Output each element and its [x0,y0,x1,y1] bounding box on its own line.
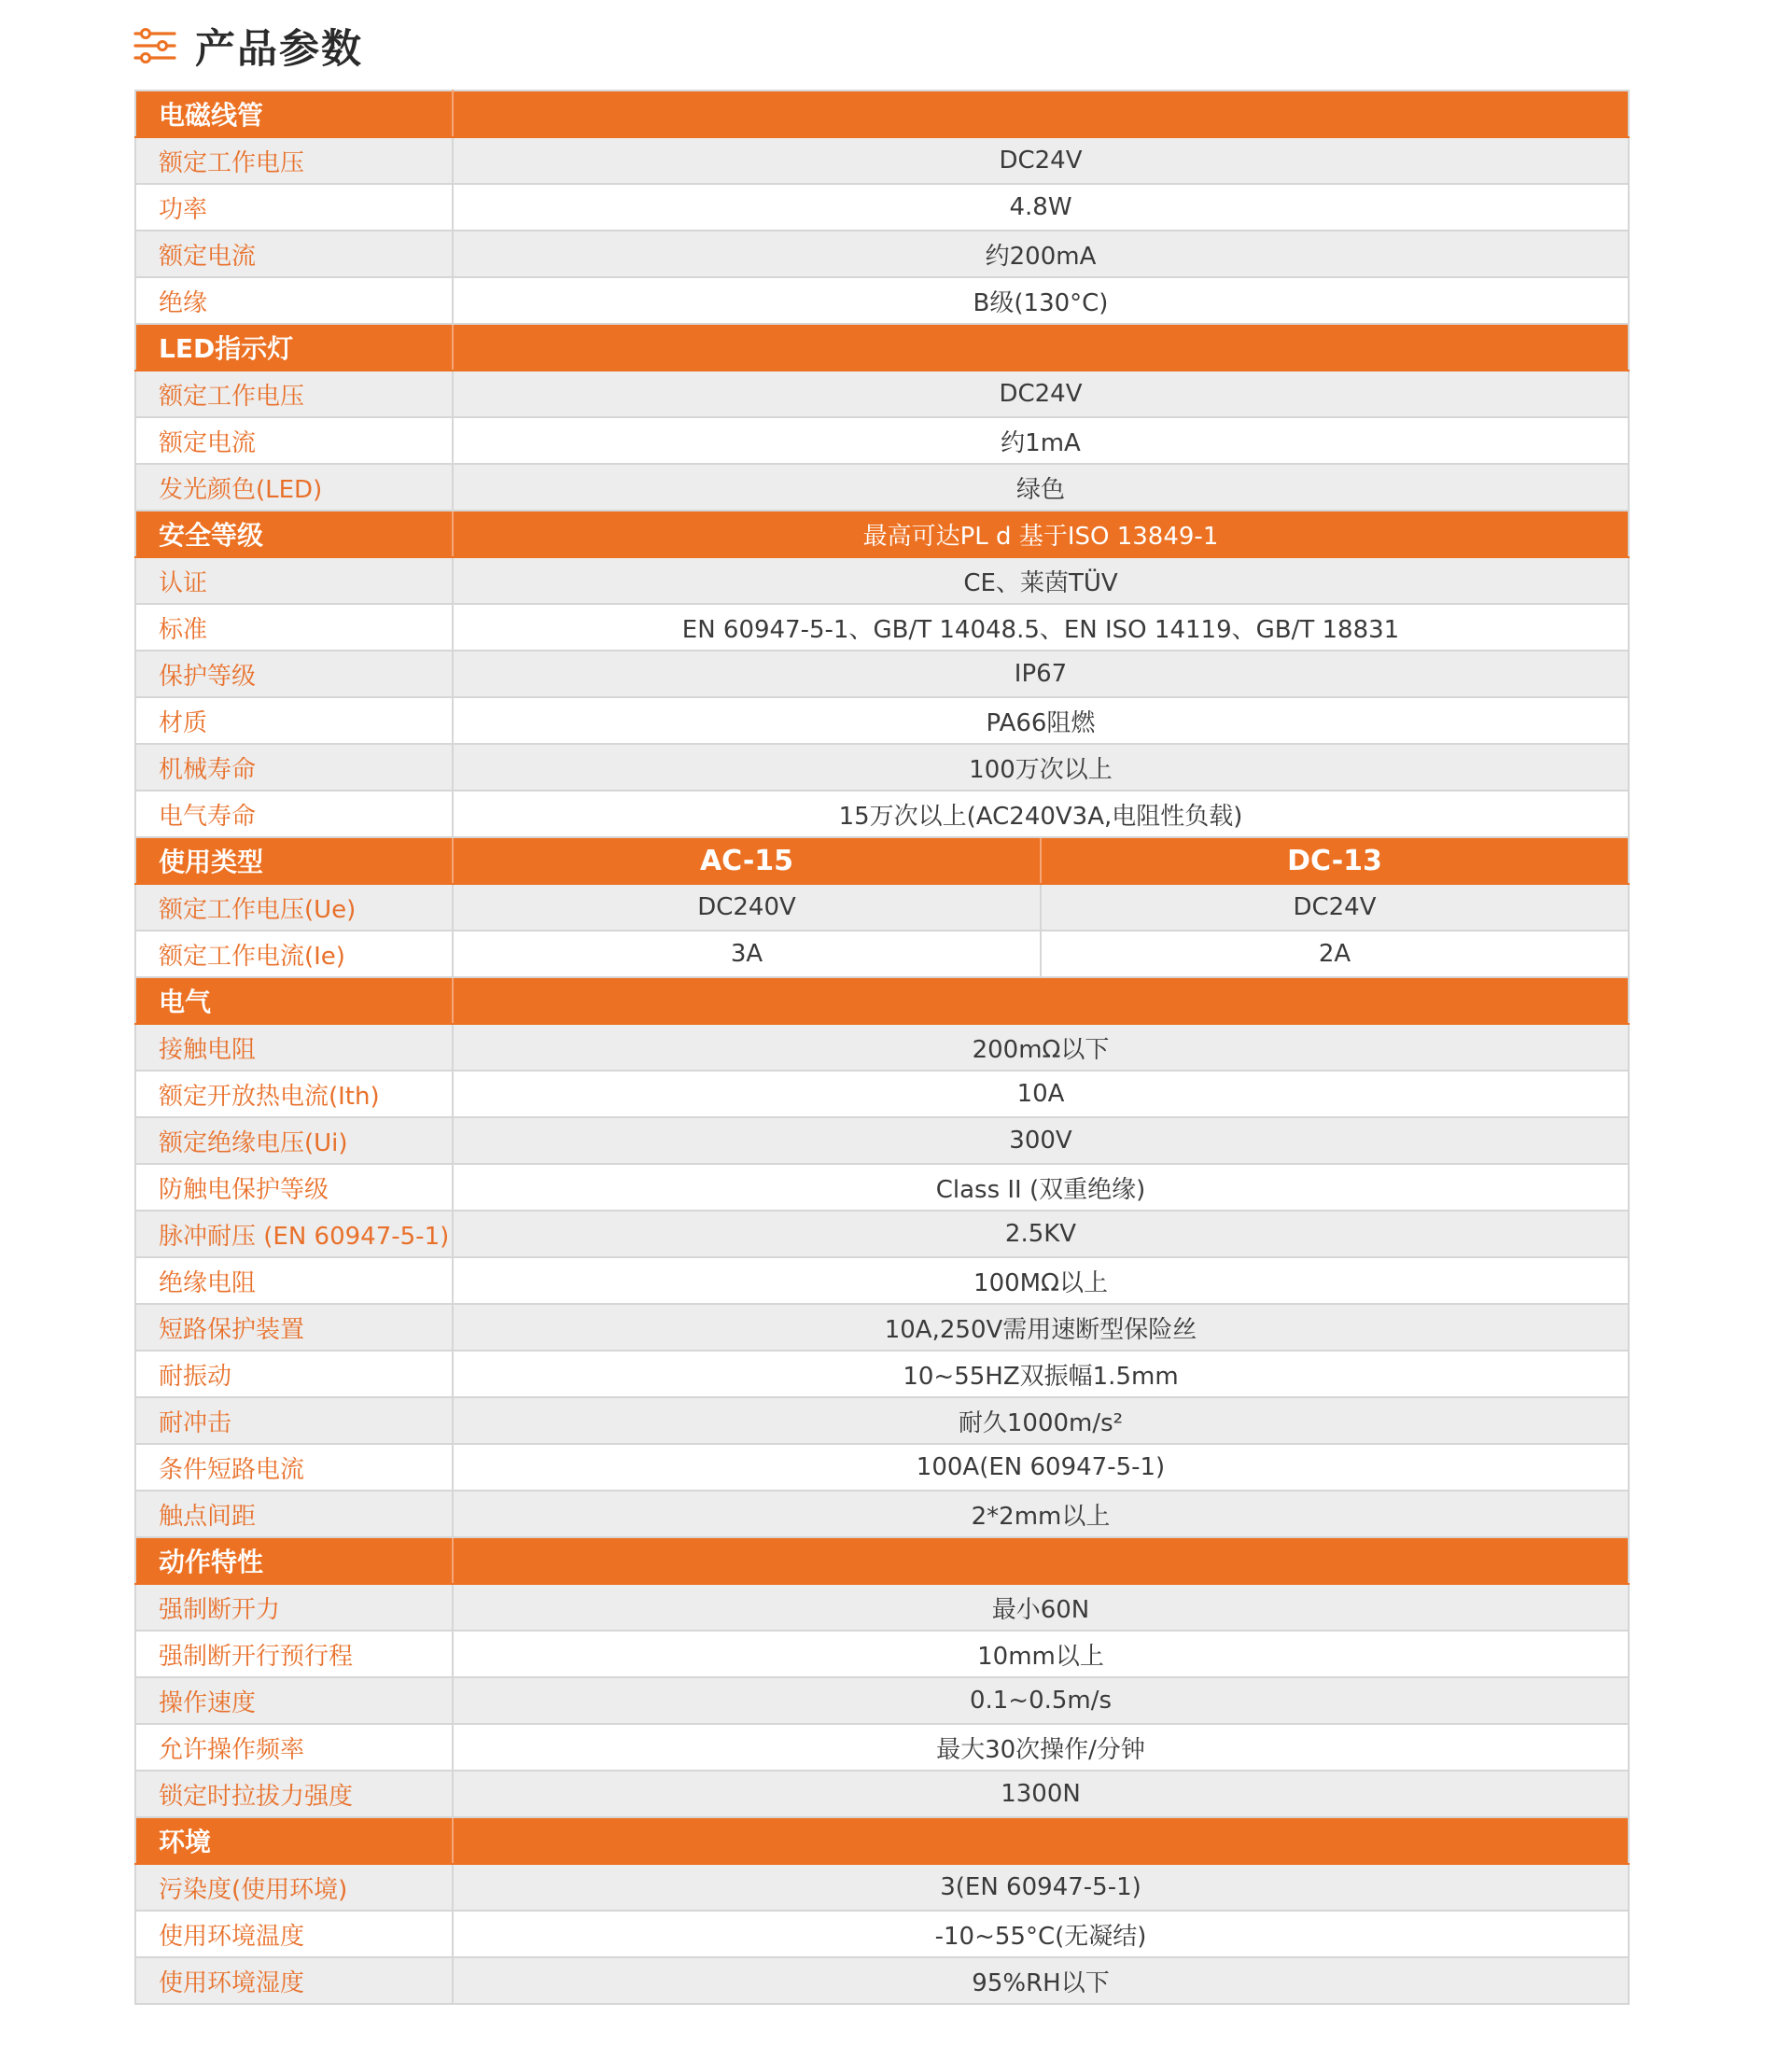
row-label: 认证 [135,557,453,604]
row-value: 0.1~0.5m/s [453,1677,1629,1724]
row-label: 锁定时拉拔力强度 [135,1771,453,1817]
section-header-fill [453,1817,1629,1864]
row-label: 保护等级 [135,651,453,697]
table-row [135,1677,1629,1724]
row-label: 操作速度 [135,1677,453,1724]
row-value: 最大30次操作/分钟 [453,1724,1629,1771]
table-row [135,1304,1629,1351]
section-title: 动作特性 [135,1537,453,1584]
table-row [135,884,1629,931]
row-value: DC24V [1041,884,1629,931]
table-row [135,604,1629,651]
row-label: 绝缘电阻 [135,1257,453,1304]
table-row [135,1164,1629,1211]
row-value: 10A [453,1071,1629,1117]
row-value: EN 60947-5-1、GB/T 14048.5、EN ISO 14119、GB/T 18831 [453,604,1629,651]
row-label: 强制断开行预行程 [135,1631,453,1677]
row-value: DC240V [453,884,1041,931]
table-row [135,791,1629,837]
row-label: 脉冲耐压 (EN 60947-5-1) [135,1211,453,1257]
section-header-row [135,977,1629,1024]
table-row [135,1864,1629,1911]
section-header-fill [453,1537,1629,1584]
table-row [135,464,1629,511]
table-row [135,371,1629,417]
section-title: 安全等级 [135,511,453,557]
row-label: 功率 [135,184,453,231]
row-value: 3(EN 60947-5-1) [453,1864,1629,1911]
row-value: PA66阻燃 [453,697,1629,744]
section-header-row [135,1817,1629,1864]
row-value: 约1mA [453,417,1629,464]
table-row [135,1911,1629,1957]
row-label: 额定电流 [135,417,453,464]
row-value: 100A(EN 60947-5-1) [453,1444,1629,1491]
row-label: 使用环境温度 [135,1911,453,1957]
row-label: 材质 [135,697,453,744]
section-title: LED指示灯 [135,324,453,371]
table-row [135,137,1629,184]
table-row [135,1117,1629,1164]
table-row [135,1024,1629,1071]
row-value: B级(130°C) [453,277,1629,324]
row-value: 100MΩ以上 [453,1257,1629,1304]
row-value: DC24V [453,371,1629,417]
row-value: 2*2mm以上 [453,1491,1629,1537]
section-header-row [135,511,1629,557]
table-row [135,651,1629,697]
row-value: 200mΩ以下 [453,1024,1629,1071]
section-header-row [135,837,1629,884]
section-header-row [135,324,1629,371]
table-row [135,417,1629,464]
section-header-fill [453,977,1629,1024]
table-row [135,931,1629,977]
table-row [135,184,1629,231]
row-label: 触点间距 [135,1491,453,1537]
row-label: 耐冲击 [135,1397,453,1444]
page-title: 产品参数 [195,25,363,73]
table-row [135,1631,1629,1677]
table-row [135,744,1629,791]
row-value: -10~55°C(无凝结) [453,1911,1629,1957]
table-row [135,1397,1629,1444]
row-value: 300V [453,1117,1629,1164]
row-value: IP67 [453,651,1629,697]
section-title: 电气 [135,977,453,1024]
row-value: 耐久1000m/s² [453,1397,1629,1444]
row-label: 额定绝缘电压(Ui) [135,1117,453,1164]
row-label: 耐振动 [135,1351,453,1397]
table-row [135,1957,1629,2004]
page-header [133,17,363,75]
row-label: 防触电保护等级 [135,1164,453,1211]
row-value: 绿色 [453,464,1629,511]
section-header-fill [453,91,1629,137]
row-value: CE、莱茵TÜV [453,557,1629,604]
table-row [135,1491,1629,1537]
spec-table [134,90,1630,2005]
row-value: 4.8W [453,184,1629,231]
section-title: 使用类型 [135,837,453,884]
table-row [135,1257,1629,1304]
section-title: 环境 [135,1817,453,1864]
row-value: 2A [1041,931,1629,977]
row-label: 强制断开力 [135,1584,453,1631]
table-row [135,1351,1629,1397]
section-header-row [135,91,1629,137]
table-row [135,557,1629,604]
row-value: DC24V [453,137,1629,184]
table-row [135,1071,1629,1117]
row-value: 10mm以上 [453,1631,1629,1677]
table-row [135,697,1629,744]
row-label: 额定工作电压 [135,137,453,184]
section-title: 电磁线管 [135,91,453,137]
row-value: 100万次以上 [453,744,1629,791]
section-header-row [135,1537,1629,1584]
table-row [135,1444,1629,1491]
table-row [135,1771,1629,1817]
row-value: 10A,250V需用速断型保险丝 [453,1304,1629,1351]
row-value: Class II (双重绝缘) [453,1164,1629,1211]
row-label: 发光颜色(LED) [135,464,453,511]
row-label: 使用环境湿度 [135,1957,453,2004]
row-label: 标准 [135,604,453,651]
row-label: 短路保护装置 [135,1304,453,1351]
sliders-icon [133,27,176,64]
table-row [135,277,1629,324]
column-header: AC-15 [453,837,1041,884]
row-value: 最小60N [453,1584,1629,1631]
row-label: 允许操作频率 [135,1724,453,1771]
row-label: 接触电阻 [135,1024,453,1071]
row-label: 绝缘 [135,277,453,324]
row-label: 额定工作电压 [135,371,453,417]
table-row [135,1211,1629,1257]
row-label: 污染度(使用环境) [135,1864,453,1911]
row-value: 约200mA [453,231,1629,277]
section-note: 最高可达PL d 基于ISO 13849-1 [453,511,1629,557]
row-value: 15万次以上(AC240V3A,电阻性负载) [453,791,1629,837]
section-header-fill [453,324,1629,371]
row-label: 额定工作电流(Ie) [135,931,453,977]
table-row [135,1724,1629,1771]
row-value: 3A [453,931,1041,977]
row-value: 10~55HZ双振幅1.5mm [453,1351,1629,1397]
table-row [135,231,1629,277]
row-label: 额定电流 [135,231,453,277]
row-label: 条件短路电流 [135,1444,453,1491]
row-label: 机械寿命 [135,744,453,791]
column-header: DC-13 [1041,837,1629,884]
row-label: 额定开放热电流(Ith) [135,1071,453,1117]
row-value: 95%RH以下 [453,1957,1629,2004]
row-value: 2.5KV [453,1211,1629,1257]
row-label: 电气寿命 [135,791,453,837]
row-label: 额定工作电压(Ue) [135,884,453,931]
row-value: 1300N [453,1771,1629,1817]
table-row [135,1584,1629,1631]
